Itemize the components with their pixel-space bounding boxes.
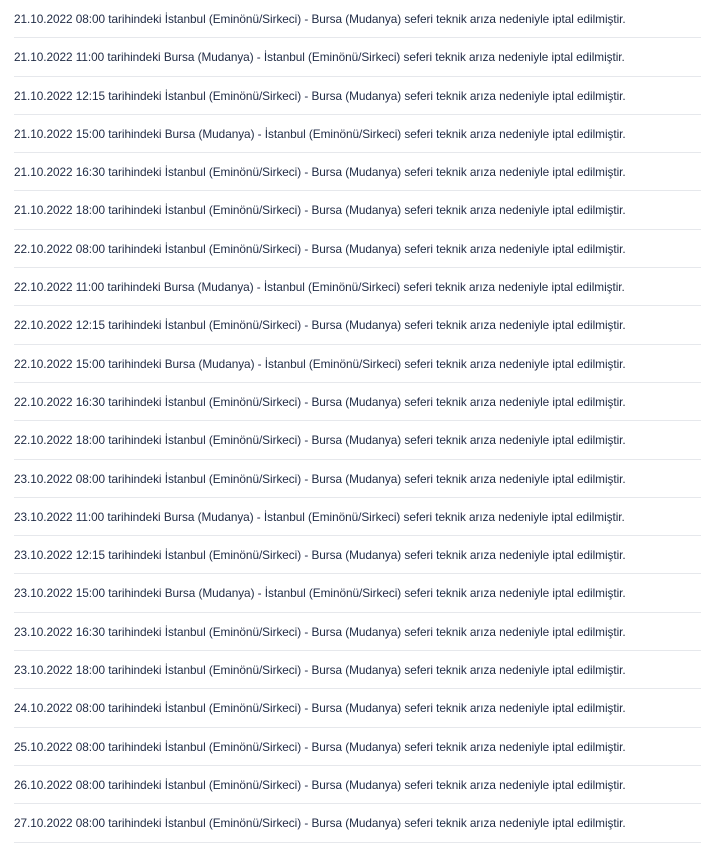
- notice-item: 21.10.2022 16:30 tarihindeki İstanbul (Eminönü/Sirkeci) - Bursa (Mudanya) seferi teknik arıza nedeniyle iptal edilmiştir.: [14, 153, 701, 191]
- notice-item: 26.10.2022 08:00 tarihindeki İstanbul (Eminönü/Sirkeci) - Bursa (Mudanya) seferi teknik arıza nedeniyle iptal edilmiştir.: [14, 766, 701, 804]
- notice-item: 22.10.2022 11:00 tarihindeki Bursa (Mudanya) - İstanbul (Eminönü/Sirkeci) seferi teknik arıza nedeniyle iptal edilmiştir.: [14, 268, 701, 306]
- notice-item: 23.10.2022 12:15 tarihindeki İstanbul (Eminönü/Sirkeci) - Bursa (Mudanya) seferi teknik arıza nedeniyle iptal edilmiştir.: [14, 536, 701, 574]
- notice-item: 24.10.2022 08:00 tarihindeki İstanbul (Eminönü/Sirkeci) - Bursa (Mudanya) seferi teknik arıza nedeniyle iptal edilmiştir.: [14, 689, 701, 727]
- cancellation-notice-list: [14, 0, 701, 843]
- notice-item: 21.10.2022 12:15 tarihindeki İstanbul (Eminönü/Sirkeci) - Bursa (Mudanya) seferi teknik arıza nedeniyle iptal edilmiştir.: [14, 77, 701, 115]
- notice-item: 22.10.2022 18:00 tarihindeki İstanbul (Eminönü/Sirkeci) - Bursa (Mudanya) seferi teknik arıza nedeniyle iptal edilmiştir.: [14, 421, 701, 459]
- notice-item: 23.10.2022 15:00 tarihindeki Bursa (Mudanya) - İstanbul (Eminönü/Sirkeci) seferi teknik arıza nedeniyle iptal edilmiştir.: [14, 574, 701, 612]
- notice-item: 25.10.2022 08:00 tarihindeki İstanbul (Eminönü/Sirkeci) - Bursa (Mudanya) seferi teknik arıza nedeniyle iptal edilmiştir.: [14, 728, 701, 766]
- notice-item: 21.10.2022 08:00 tarihindeki İstanbul (Eminönü/Sirkeci) - Bursa (Mudanya) seferi teknik arıza nedeniyle iptal edilmiştir.: [14, 0, 701, 38]
- notice-item: 21.10.2022 18:00 tarihindeki İstanbul (Eminönü/Sirkeci) - Bursa (Mudanya) seferi teknik arıza nedeniyle iptal edilmiştir.: [14, 191, 701, 229]
- notice-item: 23.10.2022 08:00 tarihindeki İstanbul (Eminönü/Sirkeci) - Bursa (Mudanya) seferi teknik arıza nedeniyle iptal edilmiştir.: [14, 460, 701, 498]
- notice-item: 22.10.2022 16:30 tarihindeki İstanbul (Eminönü/Sirkeci) - Bursa (Mudanya) seferi teknik arıza nedeniyle iptal edilmiştir.: [14, 383, 701, 421]
- notice-item: 22.10.2022 08:00 tarihindeki İstanbul (Eminönü/Sirkeci) - Bursa (Mudanya) seferi teknik arıza nedeniyle iptal edilmiştir.: [14, 230, 701, 268]
- notice-item: 23.10.2022 11:00 tarihindeki Bursa (Mudanya) - İstanbul (Eminönü/Sirkeci) seferi teknik arıza nedeniyle iptal edilmiştir.: [14, 498, 701, 536]
- notice-item: 21.10.2022 11:00 tarihindeki Bursa (Mudanya) - İstanbul (Eminönü/Sirkeci) seferi teknik arıza nedeniyle iptal edilmiştir.: [14, 38, 701, 76]
- notice-item: 22.10.2022 12:15 tarihindeki İstanbul (Eminönü/Sirkeci) - Bursa (Mudanya) seferi teknik arıza nedeniyle iptal edilmiştir.: [14, 306, 701, 344]
- notice-item: 22.10.2022 15:00 tarihindeki Bursa (Mudanya) - İstanbul (Eminönü/Sirkeci) seferi teknik arıza nedeniyle iptal edilmiştir.: [14, 345, 701, 383]
- notice-item: 21.10.2022 15:00 tarihindeki Bursa (Mudanya) - İstanbul (Eminönü/Sirkeci) seferi teknik arıza nedeniyle iptal edilmiştir.: [14, 115, 701, 153]
- notice-item: 23.10.2022 16:30 tarihindeki İstanbul (Eminönü/Sirkeci) - Bursa (Mudanya) seferi teknik arıza nedeniyle iptal edilmiştir.: [14, 613, 701, 651]
- notice-item: 27.10.2022 08:00 tarihindeki İstanbul (Eminönü/Sirkeci) - Bursa (Mudanya) seferi teknik arıza nedeniyle iptal edilmiştir.: [14, 804, 701, 842]
- notice-item: 23.10.2022 18:00 tarihindeki İstanbul (Eminönü/Sirkeci) - Bursa (Mudanya) seferi teknik arıza nedeniyle iptal edilmiştir.: [14, 651, 701, 689]
